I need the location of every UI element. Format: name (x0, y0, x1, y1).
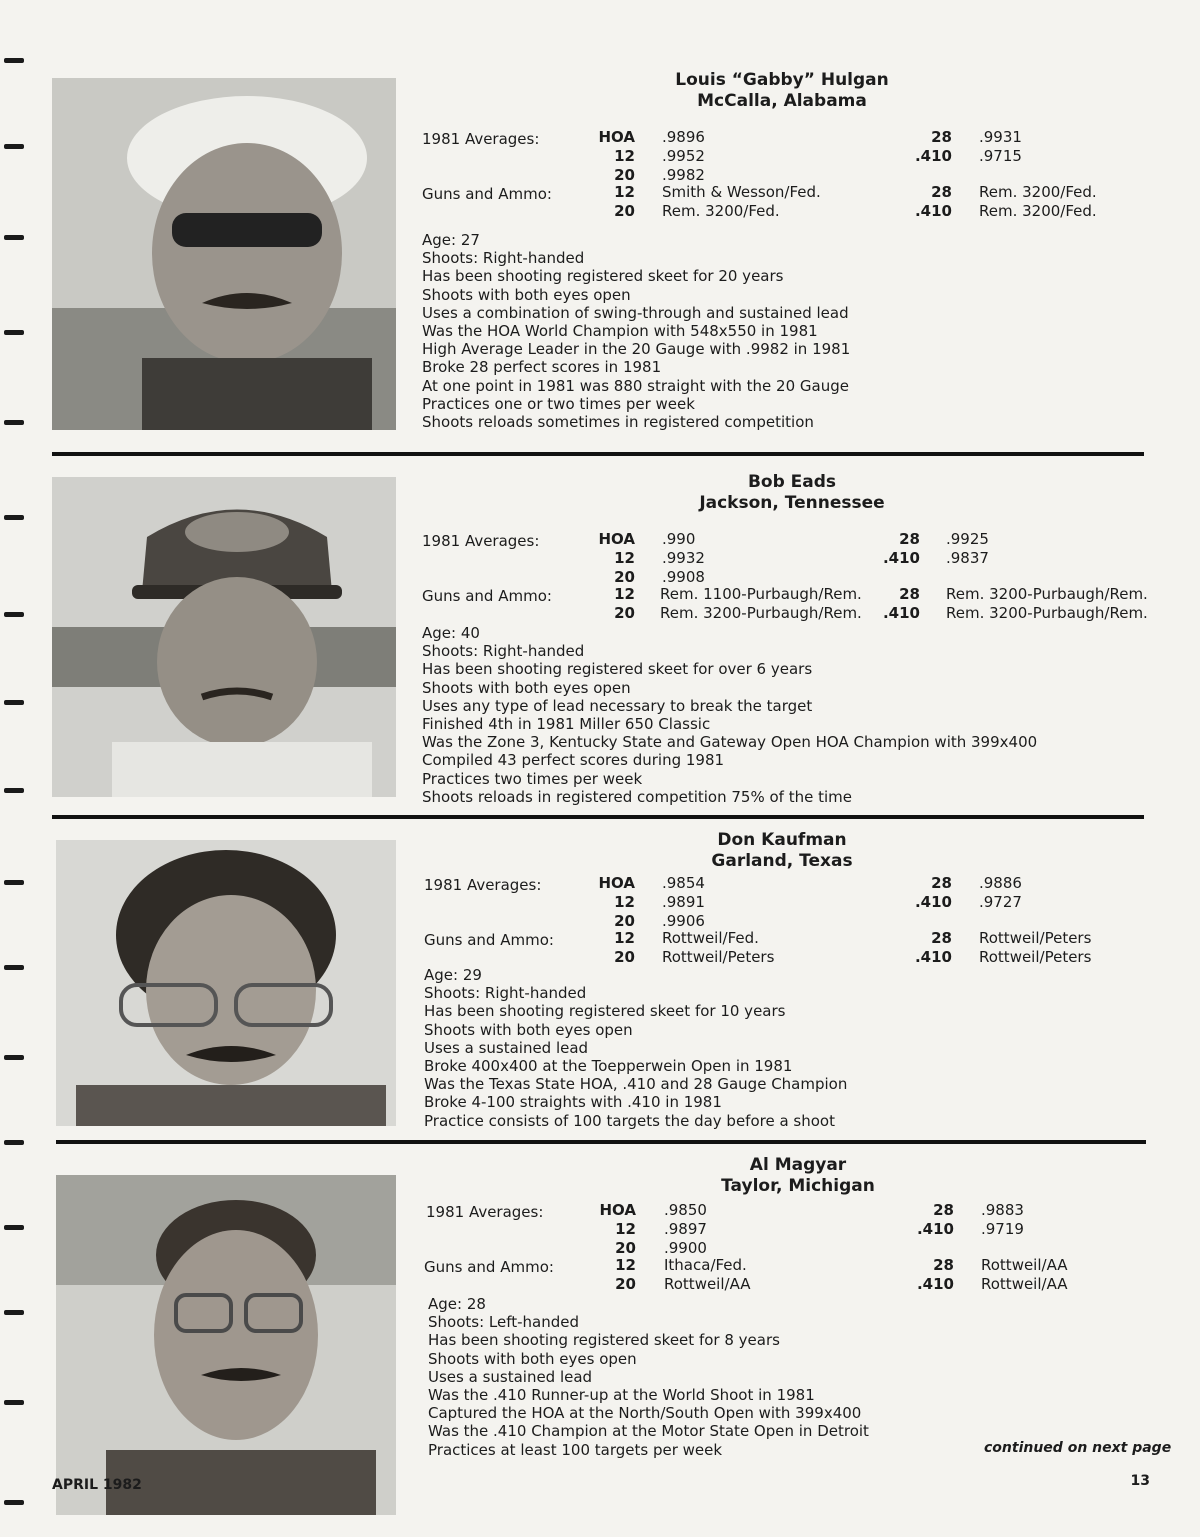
fact-line: Was the HOA World Champion with 548x550 in 1981 (422, 322, 818, 341)
gauge-label: 12 (615, 1220, 636, 1238)
gauge-label: 12 (615, 1256, 636, 1274)
facts-list (428, 1295, 869, 1459)
fact-line: Broke 4-100 straights with .410 in 1981 (424, 1093, 722, 1112)
gauge-label: .410 (916, 1275, 954, 1293)
fact-line: Age: 40 (422, 624, 480, 642)
facts-list (422, 231, 850, 431)
gun-value: Smith & Wesson/Fed. (662, 183, 821, 201)
gun-value: Rem. 3200/Fed. (979, 202, 1097, 220)
gauge-label: HOA (598, 874, 635, 892)
portrait-photo (52, 78, 396, 430)
average-value: .9925 (946, 530, 989, 548)
average-value: .9727 (979, 893, 1022, 911)
averages-label: 1981 Averages: (424, 876, 542, 894)
average-value: .9906 (662, 912, 705, 930)
fact-line: Age: 27 (422, 231, 480, 249)
profile-hulgan (422, 70, 1162, 440)
gauge-label: 12 (614, 929, 635, 947)
profile-location: Garland, Texas (711, 851, 853, 871)
fact-line: Shoots with both eyes open (422, 285, 631, 304)
fact-line: Shoots: Left-handed (428, 1313, 580, 1332)
fact-line: Shoots: Right-handed (422, 642, 585, 661)
fact-line: Shoots reloads sometimes in registered competition (422, 413, 814, 432)
gun-value: Rottweil/Peters (979, 929, 1092, 947)
fact-line: At one point in 1981 was 880 straight with the 20 Gauge (422, 376, 849, 395)
gauge-label: 28 (933, 1256, 954, 1274)
gauge-label: 20 (614, 166, 635, 184)
gauge-label: .410 (882, 549, 920, 567)
gun-value: Rem. 3200-Purbaugh/Rem. (946, 585, 1148, 603)
fact-line: Uses a sustained lead (424, 1038, 589, 1057)
profile-name: Bob Eads (747, 472, 837, 492)
fact-line: Shoots with both eyes open (424, 1020, 633, 1039)
average-value: .990 (662, 530, 696, 548)
fact-line: High Average Leader in the 20 Gauge with .9982 in 1981 (422, 340, 851, 359)
gauge-label: .410 (882, 604, 920, 622)
fact-line: Has been shooting registered skeet for 8 years (428, 1331, 780, 1350)
gauge-label: HOA (598, 128, 635, 146)
punch-mark (4, 515, 24, 520)
gun-value: Rottweil/AA (664, 1275, 751, 1293)
punch-mark (4, 1310, 24, 1315)
gauge-label: .410 (914, 893, 952, 911)
gauge-label: 20 (614, 912, 635, 930)
punch-mark (4, 700, 24, 705)
section-divider (52, 815, 1144, 819)
average-value: .9719 (981, 1220, 1024, 1238)
fact-line: Uses a combination of swing-through and sustained lead (422, 303, 849, 322)
fact-line: Practices two times per week (422, 769, 643, 788)
guns-label: Guns and Ammo: (422, 587, 552, 605)
fact-line: Age: 28 (428, 1295, 486, 1313)
profile-name: Al Magyar (749, 1155, 847, 1175)
profile-header (542, 472, 1042, 514)
gauge-label: 12 (614, 585, 635, 603)
average-value: .9850 (664, 1201, 707, 1219)
gauge-label: 28 (931, 183, 952, 201)
guns-label: Guns and Ammo: (424, 1258, 554, 1276)
gun-value: Rem. 3200-Purbaugh/Rem. (946, 604, 1148, 622)
fact-line: Broke 400x400 at the Toepperwein Open in 1981 (424, 1057, 793, 1076)
averages-label: 1981 Averages: (426, 1203, 544, 1221)
profile-location: Taylor, Michigan (721, 1176, 875, 1196)
gauge-label: .410 (914, 202, 952, 220)
gun-value: Rem. 3200-Purbaugh/Rem. (660, 604, 862, 622)
portrait-photo (56, 1175, 396, 1515)
fact-line: Broke 28 perfect scores in 1981 (422, 358, 662, 377)
gauge-label: 20 (614, 202, 635, 220)
gun-value: Rottweil/AA (981, 1275, 1068, 1293)
average-value: .9896 (662, 128, 705, 146)
section-divider (52, 452, 1144, 456)
gauge-label: 28 (931, 128, 952, 146)
fact-line: Shoots: Right-handed (424, 984, 587, 1003)
gauge-label: 20 (615, 1239, 636, 1257)
profile-header (532, 70, 1032, 112)
punch-mark (4, 1055, 24, 1060)
fact-line: Was the .410 Champion at the Motor State Open in Detroit (428, 1422, 869, 1441)
average-value: .9982 (662, 166, 705, 184)
punch-mark (4, 235, 24, 240)
gauge-label: 12 (614, 549, 635, 567)
gauge-label: 28 (899, 530, 920, 548)
averages-label: 1981 Averages: (422, 532, 540, 550)
average-value: .9932 (662, 549, 705, 567)
page-number: 13 (1130, 1473, 1150, 1489)
gauge-label: 20 (614, 604, 635, 622)
gauge-label: .410 (914, 147, 952, 165)
portrait-photo (56, 840, 396, 1126)
gauge-label: HOA (598, 530, 635, 548)
profile-name: Louis “Gabby” Hulgan (675, 70, 889, 90)
fact-line: Has been shooting registered skeet for over 6 years (422, 660, 813, 679)
gun-value: Ithaca/Fed. (664, 1256, 747, 1274)
punch-mark (4, 1225, 24, 1230)
gauge-label: 20 (615, 1275, 636, 1293)
gauge-label: 12 (614, 147, 635, 165)
facts-list (422, 624, 1037, 806)
gauge-label: 28 (931, 874, 952, 892)
fact-line: Uses any type of lead necessary to break the target (422, 696, 813, 715)
portrait-photo (52, 477, 396, 797)
gun-value: Rottweil/Fed. (662, 929, 759, 947)
punch-mark (4, 58, 24, 63)
fact-line: Finished 4th in 1981 Miller 650 Classic (422, 715, 711, 734)
profile-magyar (422, 1155, 1162, 1485)
gun-value: Rem. 3200/Fed. (979, 183, 1097, 201)
average-value: .9891 (662, 893, 705, 911)
guns-label: Guns and Ammo: (422, 185, 552, 203)
gun-value: Rem. 3200/Fed. (662, 202, 780, 220)
gauge-label: 20 (614, 568, 635, 586)
guns-label: Guns and Ammo: (424, 931, 554, 949)
gauge-label: 12 (614, 183, 635, 201)
fact-line: Was the Texas State HOA, .410 and 28 Gauge Champion (424, 1075, 848, 1094)
gauge-label: .410 (914, 948, 952, 966)
profile-kaufman (422, 830, 1162, 1140)
punch-mark (4, 788, 24, 793)
continued-note: continued on next page (984, 1440, 1172, 1456)
fact-line: Shoots with both eyes open (428, 1349, 637, 1368)
fact-line: Uses a sustained lead (428, 1367, 593, 1386)
profile-eads (422, 472, 1162, 812)
profile-location: Jackson, Tennessee (699, 493, 885, 513)
profile-name: Don Kaufman (717, 830, 847, 850)
gauge-label: 28 (931, 929, 952, 947)
average-value: .9952 (662, 147, 705, 165)
average-value: .9897 (664, 1220, 707, 1238)
punch-mark (4, 1400, 24, 1405)
average-value: .9854 (662, 874, 705, 892)
gun-value: Rem. 1100-Purbaugh/Rem. (660, 585, 862, 603)
punch-mark (4, 420, 24, 425)
gauge-label: 20 (614, 948, 635, 966)
gauge-label: 28 (899, 585, 920, 603)
punch-mark (4, 1500, 24, 1505)
gun-value: Rottweil/AA (981, 1256, 1068, 1274)
average-value: .9931 (979, 128, 1022, 146)
fact-line: Was the Zone 3, Kentucky State and Gateway Open HOA Champion with 399x400 (422, 733, 1038, 752)
averages-label: 1981 Averages: (422, 130, 540, 148)
fact-line: Shoots: Right-handed (422, 249, 585, 268)
issue-date: APRIL 1982 (52, 1477, 142, 1493)
section-divider (56, 1140, 1146, 1144)
fact-line: Has been shooting registered skeet for 20 years (422, 267, 784, 286)
average-value: .9886 (979, 874, 1022, 892)
average-value: .9908 (662, 568, 705, 586)
average-value: .9715 (979, 147, 1022, 165)
fact-line: Practice consists of 100 targets the day before a shoot (424, 1111, 835, 1130)
gauge-label: HOA (599, 1201, 636, 1219)
punch-mark (4, 612, 24, 617)
fact-line: Captured the HOA at the North/South Open with 399x400 (428, 1404, 862, 1423)
fact-line: Was the .410 Runner-up at the World Shoot in 1981 (428, 1386, 815, 1405)
gun-value: Rottweil/Peters (662, 948, 775, 966)
punch-mark (4, 965, 24, 970)
profile-location: McCalla, Alabama (697, 91, 867, 111)
punch-mark (4, 880, 24, 885)
fact-line: Practices at least 100 targets per week (428, 1440, 723, 1459)
punch-mark (4, 144, 24, 149)
gun-value: Rottweil/Peters (979, 948, 1092, 966)
gauge-label: 12 (614, 893, 635, 911)
gauge-label: 28 (933, 1201, 954, 1219)
punch-mark (4, 330, 24, 335)
average-value: .9900 (664, 1239, 707, 1257)
fact-line: Shoots with both eyes open (422, 678, 631, 697)
gauge-label: .410 (916, 1220, 954, 1238)
fact-line: Has been shooting registered skeet for 10 years (424, 1002, 786, 1021)
profile-header (548, 1155, 1048, 1197)
fact-line: Shoots reloads in registered competition 75% of the time (422, 787, 852, 806)
fact-line: Practices one or two times per week (422, 394, 695, 413)
average-value: .9883 (981, 1201, 1024, 1219)
punch-mark (4, 1140, 24, 1145)
profile-header (532, 830, 1032, 872)
facts-list (424, 966, 847, 1130)
fact-line: Age: 29 (424, 966, 482, 984)
fact-line: Compiled 43 perfect scores during 1981 (422, 751, 725, 770)
average-value: .9837 (946, 549, 989, 567)
